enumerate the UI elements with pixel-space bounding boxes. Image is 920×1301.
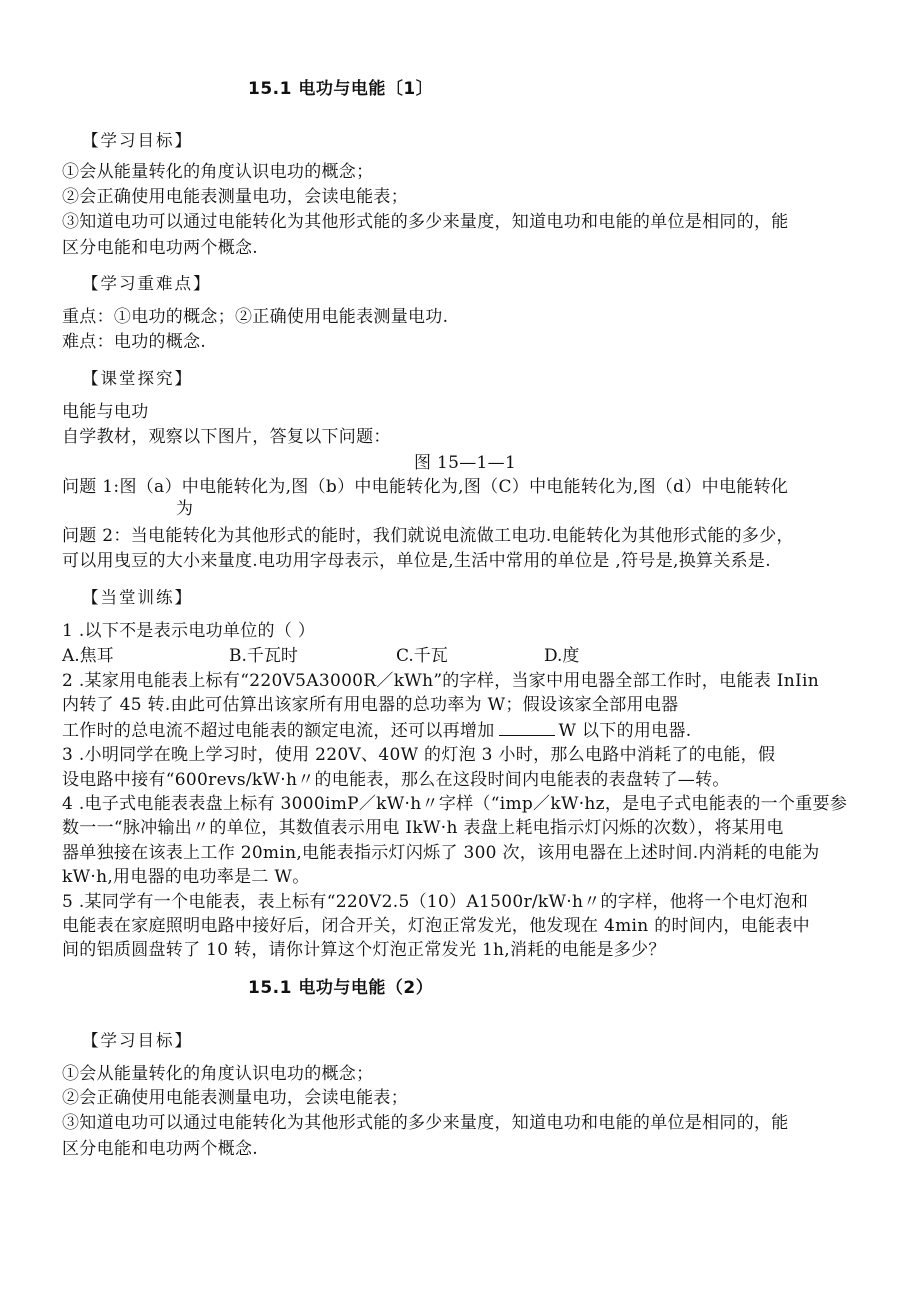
- explore-line: 自学教材，观察以下图片，答复以下问题：: [62, 427, 391, 447]
- exercise-4-line: 器单独接在该表上工作 20min,电能表指示灯闪烁了 300 次，该用电器在上述时间.内消耗的电能为: [62, 843, 820, 863]
- figure-caption: 图 15—1—1: [414, 453, 517, 473]
- question-1-line: 为: [176, 499, 194, 519]
- lesson-title-1: 15.1 电功与电能〔1〕: [248, 79, 434, 99]
- exercise-4-line: kW·h,用电器的电功率是二 W。: [62, 867, 310, 887]
- goal-line: ②会正确使用电能表测量电功，会读电能表；: [62, 1088, 408, 1108]
- answer-blank: [499, 719, 555, 736]
- exercise-2-text: 工作时的总电流不超过电能表的额定电流，还可以再增加: [62, 721, 495, 741]
- lesson-title-2: 15.1 电功与电能（2）: [248, 978, 434, 998]
- exercise-4-line: 数一一“脉冲输出〃的单位，其数值表示用电 IkW·h 表盘上耗电指示灯闪烁的次数），将某用电: [62, 818, 784, 838]
- option-b: B.千瓦时: [229, 646, 298, 666]
- goal-line: ①会从能量转化的角度认识电功的概念；: [62, 162, 374, 182]
- learning-goals-heading: 【学习目标】: [82, 1031, 193, 1050]
- goal-line: ③知道电功可以通过电能转化为其他形式能的多少来量度，知道电功和电能的单位是相同的，能: [62, 212, 789, 232]
- learning-goals-heading: 【学习目标】: [82, 131, 193, 150]
- goal-line: 区分电能和电功两个概念.: [62, 238, 259, 258]
- exercise-3-line: 设电路中接有“600revs/kW·h〃的电能表，那么在这段时间内电能表的表盘转了—转。: [62, 770, 730, 790]
- option-a: A.焦耳: [62, 646, 114, 666]
- exercise-5-line: 间的铝质圆盘转了 10 转，请你计算这个灯泡正常发光 1h,消耗的电能是多少？: [62, 940, 666, 960]
- exercise-2-line: [62, 719, 862, 742]
- explore-heading: 【课堂探究】: [82, 369, 193, 388]
- goal-line: ②会正确使用电能表测量电功，会读电能表；: [62, 187, 408, 207]
- goal-line: ①会从能量转化的角度认识电功的概念；: [62, 1064, 374, 1084]
- option-c: C.千瓦: [396, 646, 448, 666]
- option-d: D.度: [544, 646, 580, 666]
- key-points-heading: 【学习重难点】: [82, 274, 212, 293]
- key-point-line: 难点：电功的概念.: [62, 332, 207, 352]
- exercise-2-line: 内转了 45 转.由此可估算出该家所有用电器的总功率为 W；假设该家全部用电器: [62, 695, 679, 715]
- question-2-line: 可以用曳豆的大小来量度.电功用字母表示，单位是,生活中常用的单位是 ,符号是,换算关系是.: [62, 551, 771, 571]
- exercise-5-line: 5 .某同学有一个电能表，表上标有“220V2.5（10）A1500r/kW·h〃的字样，他将一个电灯泡和: [62, 892, 809, 912]
- exercise-2-line: 2 .某家用电能表上标有“220V5A3000R／kWh”的字样，当家中用电器全部工作时，电能表 InIin: [62, 671, 819, 691]
- key-point-line: 重点：①电功的概念；②正确使用电能表测量电功.: [62, 307, 449, 327]
- question-2-line: 问题 2：当电能转化为其他形式的能时，我们就说电流做工电功.电能转化为其他形式能的多少，: [62, 526, 794, 546]
- goal-line: 区分电能和电功两个概念.: [62, 1139, 259, 1159]
- goal-line: ③知道电功可以通过电能转化为其他形式能的多少来量度，知道电功和电能的单位是相同的，能: [62, 1113, 789, 1133]
- exercise-5-line: 电能表在家庭照明电路中接好后，闭合开关，灯泡正常发光，他发现在 4min 的时间内，电能表中: [62, 916, 810, 936]
- exercise-1: 1 .以下不是表示电功单位的（ ）: [62, 621, 316, 641]
- practice-heading: 【当堂训练】: [82, 588, 193, 607]
- explore-line: 电能与电功: [62, 402, 149, 422]
- exercise-3-line: 3 .小明同学在晚上学习时，使用 220V、40W 的灯泡 3 小时，那么电路中消耗了的电能，假: [62, 745, 776, 765]
- question-1-line: 问题 1:图（a）中电能转化为,图（b）中电能转化为,图（C）中电能转化为,图（d）中电能转化: [62, 477, 789, 497]
- exercise-2-text: W 以下的用电器.: [558, 721, 692, 741]
- exercise-4-line: 4 .电子式电能表表盘上标有 3000imP／kW·h〃字样（“imp／kW·hz，是电子式电能表的一个重要参: [62, 794, 848, 814]
